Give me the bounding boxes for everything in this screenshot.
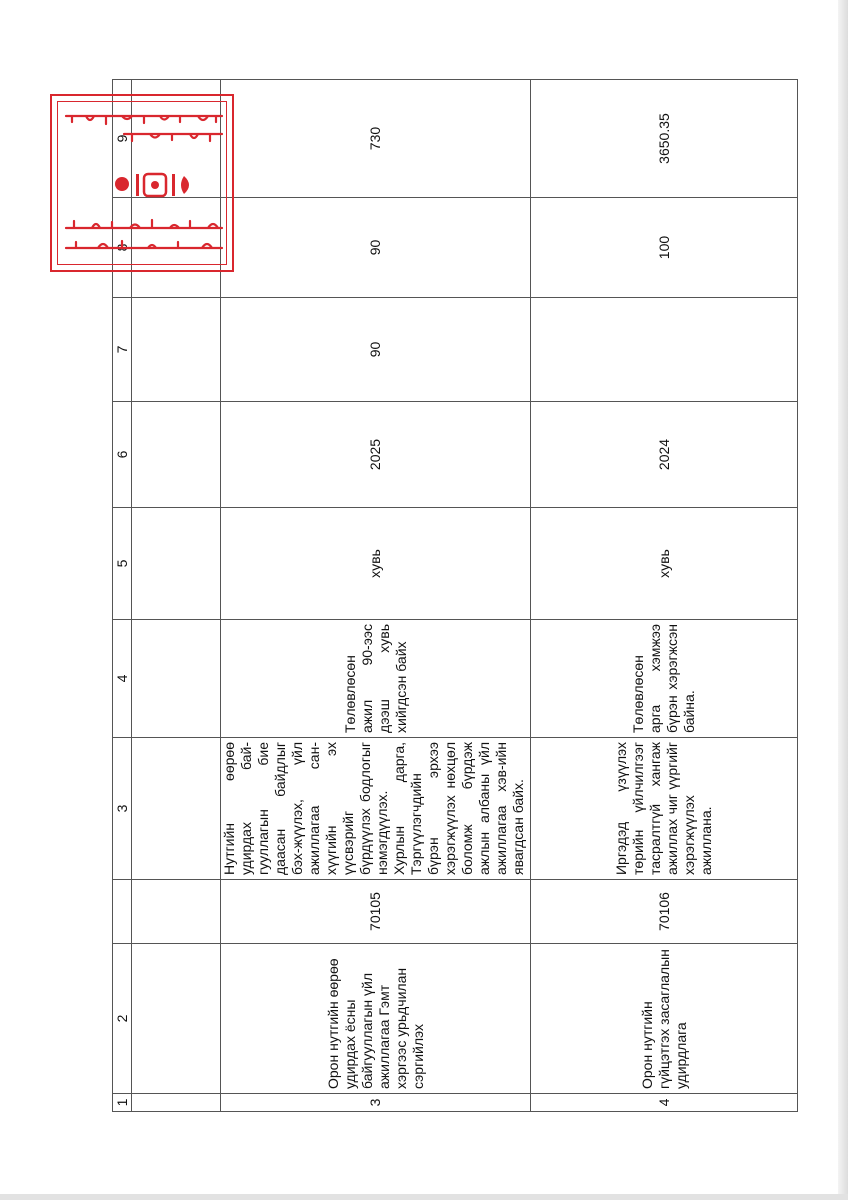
program-indicator: Төлөвлөсөн арга хэмжээ бүрэн хэрэгжсэн байна. (531, 620, 798, 738)
program-description: Нутгийн өөрөө удирдах бай-гууллагын бие даасан байдлыг бэх-жүүлэх, үйл ажиллагаа сан-хүүгийн эх үүсвэрийг бүрдүүлэх бодлогыг нэмэгдүүлэх. Хурлын дарга, Тэргүүлэгчдийн бүрэн эрхээ хэрэгжүүлэх нөхцөл боломж бүрдэж ажлын албаны үйл ажиллагаа хэв-ийн явагдсан байх. (221, 738, 531, 880)
value-col8: 100 (531, 198, 798, 298)
header-cell-5: 5 (113, 508, 132, 620)
program-indicator: Төлөвлөсөн ажил 90-ээс дээш хувь хийгдсэн байх (221, 620, 531, 738)
unit: хувь (531, 508, 798, 620)
header-cell-6: 6 (113, 402, 132, 508)
program-code: 70105 (221, 880, 531, 944)
program-name: Орон нутгийн гүйцэтгэх засаглалын удирдлага (531, 944, 798, 1094)
value-col8: 90 (221, 198, 531, 298)
year: 2025 (221, 402, 531, 508)
table-row (531, 80, 798, 1112)
page-bottom-edge (0, 1194, 848, 1200)
program-description: Иргэдэд үзүүлэх төрийн үйлчилгээг тасралтгүй хангаж ажиллах чиг үүргийг хэрэгжүүлэх ажиллана. (531, 738, 798, 880)
header-cell-3: 3 (113, 738, 132, 880)
header-cell-2: 2 (113, 944, 132, 1094)
header-cell-8: 8 (113, 198, 132, 298)
page-edge (838, 0, 848, 1200)
row-number: 3 (221, 1094, 531, 1112)
program-name: Орон нутгийн өөрөө удирдах ёсны байгууллагын үйл ажиллагаа Гэмт хэргээс урьдчилан сэргийлэх (221, 944, 531, 1094)
header-cell-2b (113, 880, 132, 944)
program-code: 70106 (531, 880, 798, 944)
row-number: 4 (531, 1094, 798, 1112)
value-col9: 730 (221, 80, 531, 198)
header-cell-4: 4 (113, 620, 132, 738)
unit: хувь (221, 508, 531, 620)
header-cell-9: 9 (113, 80, 132, 198)
value-col7 (531, 298, 798, 402)
table-row (221, 80, 531, 1112)
year: 2024 (531, 402, 798, 508)
header-cell-1: 1 (113, 1094, 132, 1112)
value-col7: 90 (221, 298, 531, 402)
red-mongolian-script-seal-icon (50, 94, 234, 272)
header-cell-7: 7 (113, 298, 132, 402)
value-col9: 3650.35 (531, 80, 798, 198)
